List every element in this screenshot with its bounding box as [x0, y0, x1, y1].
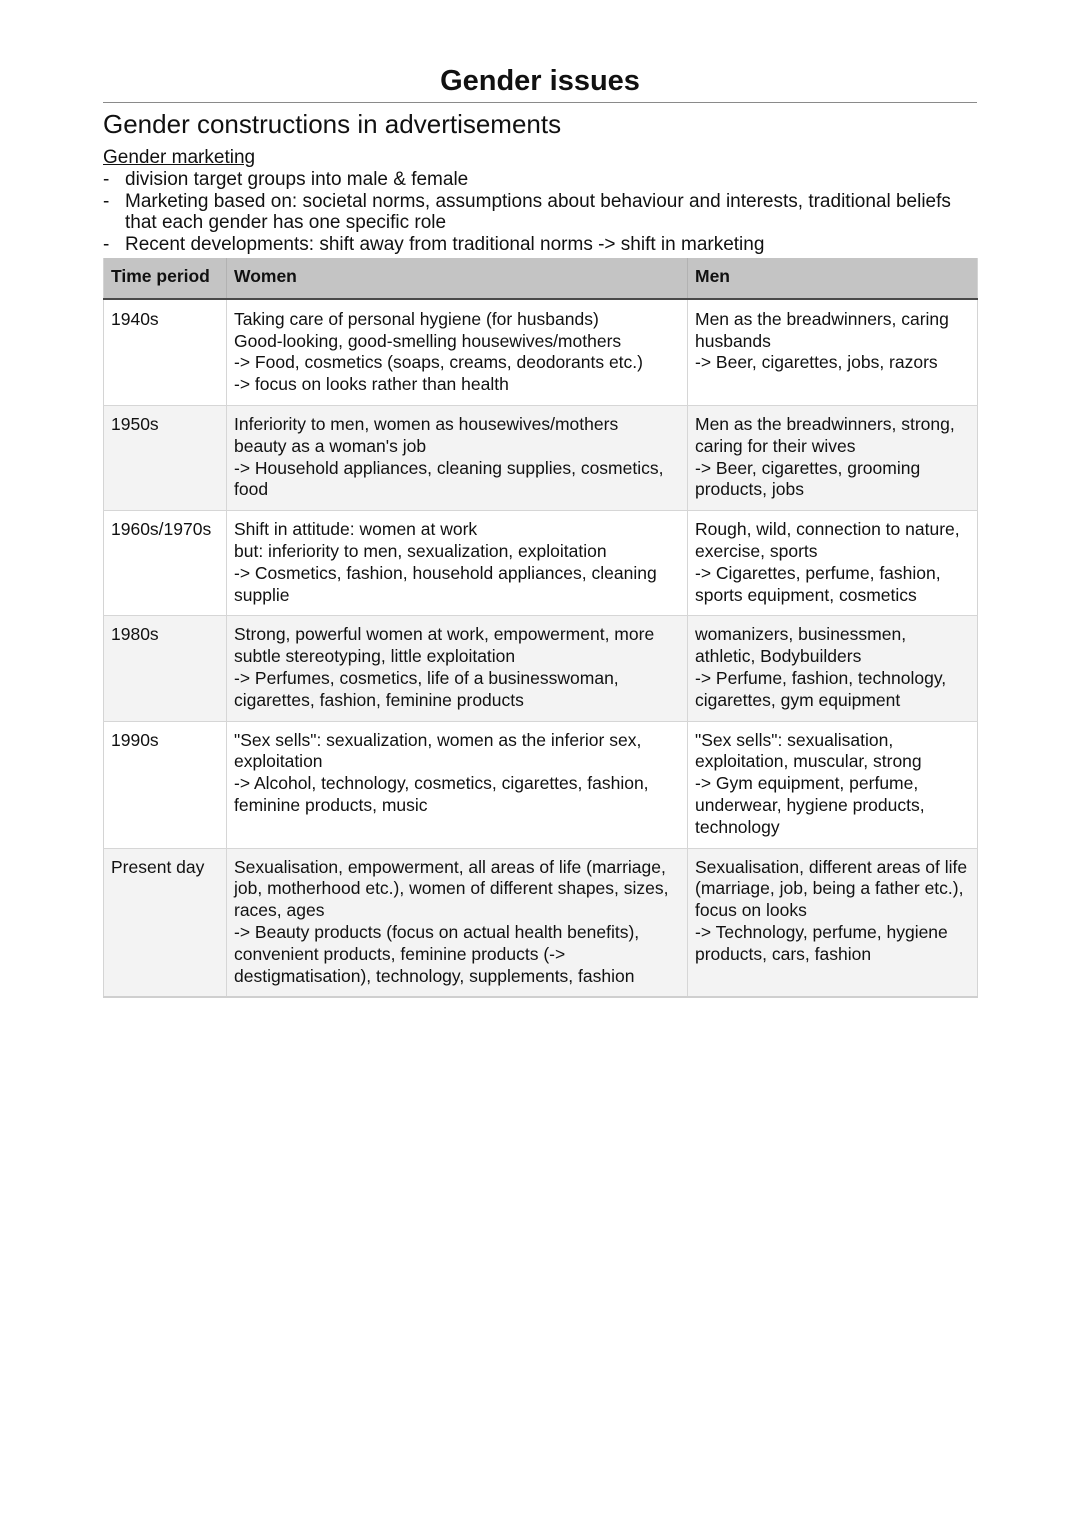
dash-bullet-icon: - [103, 169, 110, 190]
cell-line: but: inferiority to men, sexualization, exploitation [234, 540, 607, 561]
period-cell: 1990s [104, 721, 227, 848]
cell-line: Strong, powerful women at work, empowerment, more subtle stereotyping, little exploitation [234, 624, 655, 667]
page-title: Gender issues [103, 62, 977, 103]
period-cell: 1960s/1970s [104, 511, 227, 616]
section-title: Gender constructions in advertisements [103, 109, 562, 139]
cell-line: Men as the breadwinners, caring husbands [695, 308, 949, 351]
cell-line: Rough, wild, connection to nature, exercise, sports [695, 519, 960, 561]
cell-line: -> Cosmetics, fashion, household appliances, cleaning supplie [234, 562, 657, 605]
period-cell: 1950s [104, 405, 227, 510]
cell-line: -> Perfume, fashion, technology, cigarettes, gym equipment [695, 667, 947, 710]
cell-line: -> Beer, cigarettes, jobs, razors [695, 352, 938, 373]
cell-line: -> Food, cosmetics (soaps, creams, deodorants etc.) [234, 352, 643, 373]
cell-line: Men as the breadwinners, strong, caring for their wives [695, 413, 955, 456]
men-cell [688, 511, 978, 616]
bullet-text: Recent developments: shift away from traditional norms -> shift in marketing [125, 233, 765, 255]
bullet-item [103, 191, 977, 234]
dash-bullet-icon: - [103, 190, 110, 212]
cell-line: -> Beauty products (focus on actual health benefits), convenient products, feminine products (-> destigmatisation), technology, supplements, fashion [234, 921, 640, 986]
cell-line: -> focus on looks rather than health [234, 374, 509, 395]
men-cell [688, 299, 978, 406]
period-cell: Present day [104, 848, 227, 997]
cell-line: -> Beer, cigarettes, grooming products, jobs [695, 457, 921, 500]
cell-line: Inferiority to men, women as housewives/mothers [234, 413, 619, 434]
cell-line: Sexualisation, empowerment, all areas of life (marriage, job, motherhood etc.), women of different shapes, sizes, races, ages [234, 856, 669, 921]
table-header-row [104, 258, 978, 299]
cell-line: -> Household appliances, cleaning supplies, cosmetics, food [234, 457, 664, 500]
men-cell [688, 616, 978, 721]
table-row [104, 299, 978, 406]
table-row [104, 511, 978, 616]
cell-line: beauty as a woman's job [234, 435, 427, 456]
women-cell [227, 616, 688, 721]
dash-bullet-icon: - [103, 233, 110, 255]
table-row [104, 616, 978, 721]
women-cell [227, 511, 688, 616]
men-cell [688, 405, 978, 510]
column-header-women: Women [227, 258, 688, 299]
bullet-text: division target groups into male & female [125, 169, 469, 190]
cell-line: -> Perfumes, cosmetics, life of a businesswoman, cigarettes, fashion, feminine products [234, 667, 619, 710]
women-cell [227, 299, 688, 406]
bullet-list [103, 169, 977, 255]
cell-line: Taking care of personal hygiene (for husbands) [234, 308, 599, 329]
period-cell: 1940s [104, 299, 227, 406]
women-cell [227, 721, 688, 848]
cell-line: womanizers, businessmen, athletic, Bodybuilders [695, 624, 907, 667]
cell-line: "Sex sells": sexualization, women as the inferior sex, exploitation [234, 729, 642, 772]
cell-line: Shift in attitude: women at work [234, 519, 478, 540]
women-cell [227, 848, 688, 997]
cell-line: -> Technology, perfume, hygiene products, cars, fashion [695, 921, 948, 964]
cell-line: -> Alcohol, technology, cosmetics, cigarettes, fashion, feminine products, music [234, 773, 649, 815]
table-row [104, 848, 978, 997]
bullet-item [103, 234, 977, 256]
table-row [104, 721, 978, 848]
column-header-men: Men [688, 258, 978, 299]
cell-line: -> Cigarettes, perfume, fashion, sports equipment, cosmetics [695, 562, 941, 605]
cell-line: "Sex sells": sexualisation, exploitation, muscular, strong [695, 729, 922, 772]
men-cell [688, 848, 978, 997]
women-cell [227, 405, 688, 510]
cell-line: Good-looking, good-smelling housewives/mothers [234, 330, 622, 351]
bullet-item [103, 169, 977, 191]
men-cell [688, 721, 978, 848]
bullet-text: Marketing based on: societal norms, assumptions about behaviour and interests, traditional beliefs that each gender has one specific role [125, 190, 951, 233]
document-page [103, 62, 977, 998]
column-header-time-period: Time period [104, 258, 227, 299]
sub-heading: Gender marketing [103, 147, 256, 168]
gender-advertising-table [103, 258, 978, 998]
cell-line: -> Gym equipment, perfume, underwear, hygiene products, technology [695, 773, 925, 837]
period-cell: 1980s [104, 616, 227, 721]
table-row [104, 405, 978, 510]
cell-line: Sexualisation, different areas of life (marriage, job, being a father etc.), focus on looks [695, 856, 968, 921]
